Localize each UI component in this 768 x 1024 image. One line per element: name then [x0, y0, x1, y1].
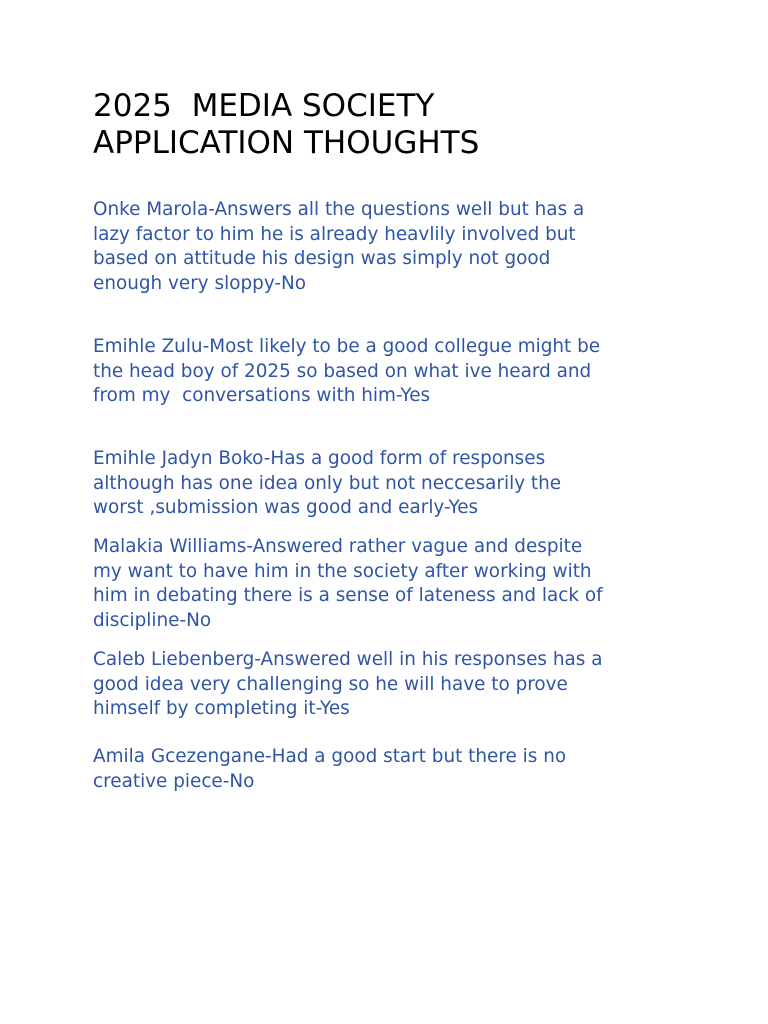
applicant-note-caleb-liebenberg: Caleb Liebenberg-Answered well in his responses has a good idea very challenging so he will have to prove himself by completing it-Yes: [93, 649, 603, 719]
document-title: 2025 MEDIA SOCIETY APPLICATION THOUGHTS: [93, 88, 480, 161]
applicant-note-malakia-williams: Malakia Williams-Answered rather vague and despite my want to have him in the society after working with him in debating there is a sense of lateness and lack of discipline-No: [93, 536, 603, 631]
applicant-note-amila-gcezengane: Amila Gcezengane-Had a good start but there is no creative piece-No: [93, 746, 567, 792]
applicant-note-emihle-zulu: Emihle Zulu-Most likely to be a good collegue might be the head boy of 2025 so based on what ive heard and from my conversations with him-Yes: [93, 336, 601, 406]
applicant-note-onke-marola: Onke Marola-Answers all the questions well but has a lazy factor to him he is already heavlily involved but based on attitude his design was simply not good enough very sloppy-No: [93, 199, 585, 294]
applicant-note-emihle-jadyn-boko: Emihle Jadyn Boko-Has a good form of responses although has one idea only but not neccesarily the worst ,submission was good and early-Yes: [93, 448, 562, 518]
